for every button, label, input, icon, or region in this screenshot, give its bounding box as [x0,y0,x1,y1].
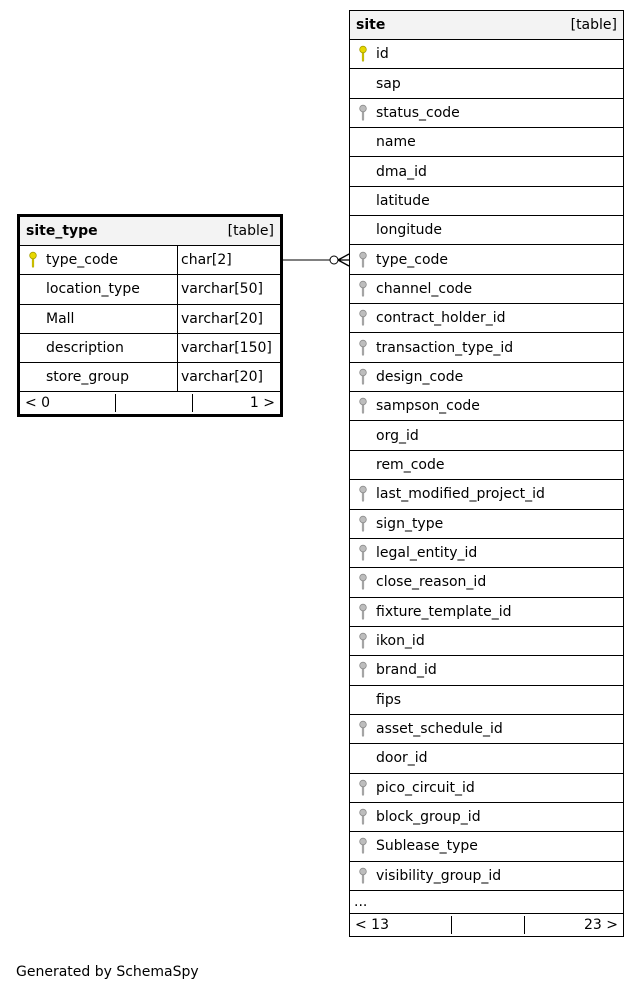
column-name: contract_holder_id [376,310,506,327]
column-name: Sublease_type [376,838,478,855]
column-name: visibility_group_id [376,867,502,884]
column-type: varchar[20] [177,363,280,391]
table-name: site [356,17,386,33]
footer-parents-count: < 13 [355,916,389,933]
column-name: type_code [376,251,449,268]
column-name: latitude [376,192,430,209]
crows-foot-many-marker [338,254,349,266]
column-name: name [376,134,416,151]
column-name: design_code [376,368,464,385]
zero-optional-marker [330,256,338,264]
column-type: varchar[150] [177,334,280,362]
column-name: pico_circuit_id [376,779,475,796]
column-name: sap [376,75,401,92]
column-name: longitude [376,222,442,239]
column-name: type_code [46,252,119,269]
table-name: site_type [26,223,98,239]
column-name: door_id [376,750,428,767]
column-name: fips [376,691,401,708]
column-name: Mall [46,310,75,327]
more-columns-indicator: ... [350,891,623,914]
column-name: status_code [376,104,460,121]
column-type: varchar[50] [177,275,280,303]
column-name: block_group_id [376,809,481,826]
column-name: sign_type [376,515,444,532]
generator-credit: Generated by SchemaSpy [16,964,199,980]
column-name: last_modified_project_id [376,486,545,503]
column-name: close_reason_id [376,574,487,591]
column-name: dma_id [376,163,427,180]
column-name: legal_entity_id [376,545,478,562]
column-name: rem_code [376,456,445,473]
footer-parents-count: < 0 [25,395,51,412]
footer-children-count: 1 > [249,395,275,412]
column-name: fixture_template_id [376,603,512,620]
column-name: ikon_id [376,633,425,650]
column-name: channel_code [376,280,473,297]
column-name: store_group [46,369,130,386]
column-name: sampson_code [376,398,480,415]
column-type: char[2] [177,246,280,274]
column-type: varchar[20] [177,305,280,333]
column-name: description [46,340,124,357]
table-tag: [table] [227,223,274,239]
footer-children-count: 23 > [584,916,618,933]
table-tag: [table] [570,17,617,33]
column-name: asset_schedule_id [376,721,503,738]
column-name: id [376,46,389,63]
column-name: location_type [46,281,140,298]
column-name: brand_id [376,662,437,679]
column-name: transaction_type_id [376,339,514,356]
column-name: org_id [376,427,419,444]
